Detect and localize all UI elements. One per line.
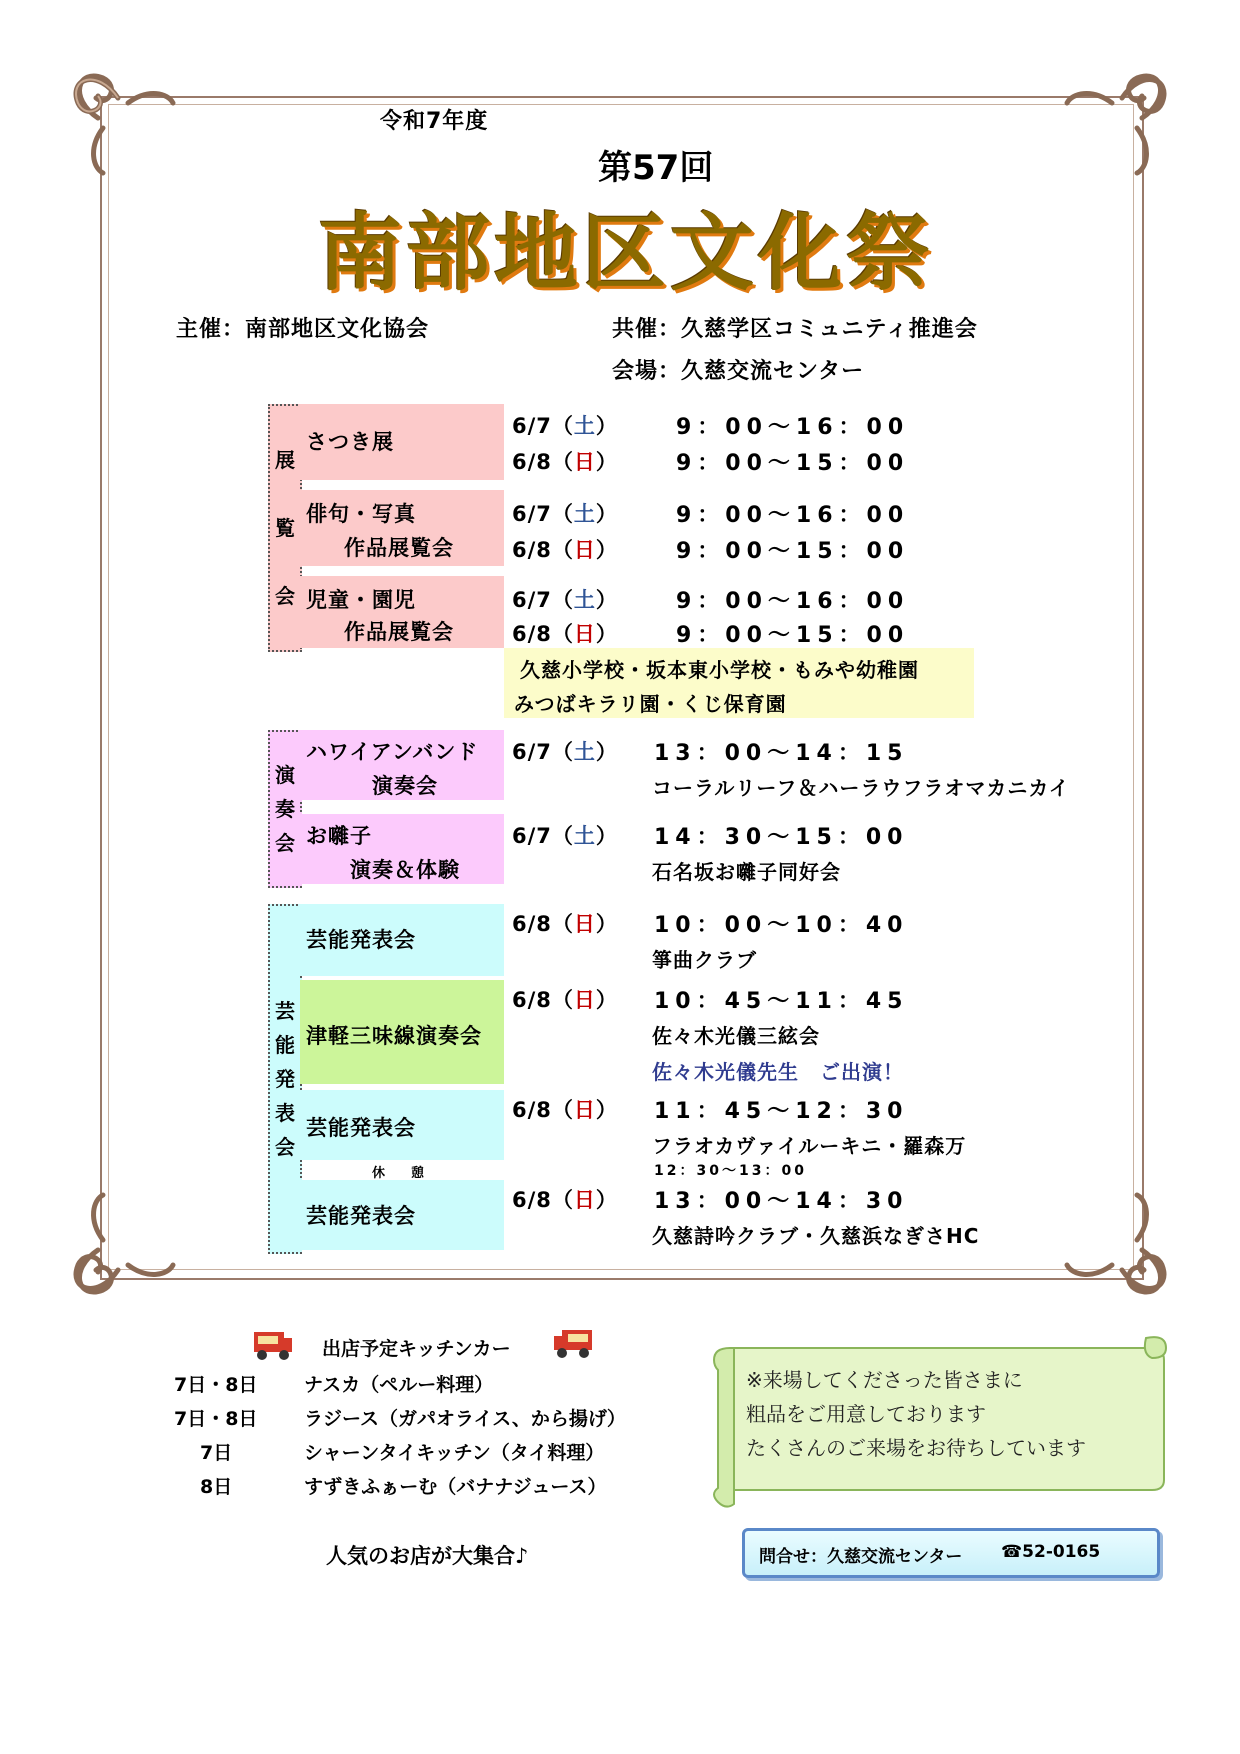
time-range: 9：00〜15：00 — [676, 539, 910, 564]
event-name: お囃子 — [306, 824, 372, 848]
category-char: 会 — [275, 1135, 295, 1159]
kitchen-shop: シャーンタイキッチン（タイ料理） — [304, 1442, 605, 1464]
date-line: 6/8（日） — [512, 1098, 618, 1122]
food-truck-icon — [552, 1326, 594, 1360]
kitchen-slogan: 人気のお店が大集合♪ — [326, 1544, 529, 1568]
corner-ornament-bottom-right — [1052, 1180, 1182, 1310]
special-note: 佐々木光儀先生 ご出演！ — [652, 1060, 904, 1084]
category-concert — [268, 730, 302, 888]
break-label: 休 憩 — [372, 1166, 425, 1181]
category-char: 芸 — [275, 999, 295, 1023]
category-char: 会 — [275, 584, 295, 608]
event-name: 作品展覧会 — [344, 620, 454, 644]
notice-line: 粗品をご用意しております — [746, 1402, 986, 1426]
date-line: 6/8（日） — [512, 622, 618, 646]
event-name: 津軽三味線演奏会 — [306, 1024, 482, 1048]
time-range: 13：00〜14：30 — [654, 1189, 909, 1214]
contact-label: 問合せ：久慈交流センター — [759, 1547, 963, 1567]
date-line: 6/7（土） — [512, 824, 618, 848]
schools-line: 久慈小学校・坂本東小学校・もみや幼稚園 — [520, 658, 919, 682]
time-range: 11：45〜12：30 — [654, 1099, 909, 1124]
kitchen-shop: すずきふぁーむ（バナナジュース） — [304, 1476, 607, 1498]
corner-ornament-top-right — [1052, 58, 1182, 188]
date-line: 6/8（日） — [512, 538, 618, 562]
event-name: 作品展覧会 — [344, 536, 454, 560]
time-range: 10：00〜10：40 — [654, 913, 909, 938]
event-name: 芸能発表会 — [306, 928, 416, 952]
category-char: 覧 — [275, 516, 295, 540]
time-range: 9：00〜15：00 — [676, 451, 910, 476]
notice-line: ※来場してくださった皆さまに — [746, 1368, 1023, 1392]
event-name: 演奏会 — [372, 774, 438, 798]
kitchen-shop: ナスカ（ペルー料理） — [304, 1374, 494, 1396]
time-range: 9：00〜15：00 — [676, 623, 910, 648]
corner-ornament-top-left — [58, 58, 188, 188]
performer: 石名坂お囃子同好会 — [652, 860, 841, 884]
event-name: 芸能発表会 — [306, 1116, 416, 1140]
organizer: 主催：南部地区文化協会 — [176, 317, 430, 342]
event-name: ハワイアンバンド — [306, 740, 479, 764]
category-char: 能 — [275, 1033, 295, 1057]
performer: フラオカヴァイルーキニ・羅森万 — [652, 1134, 967, 1158]
kitchen-days: 7日・8日 — [174, 1408, 258, 1430]
date-line: 6/7（土） — [512, 502, 618, 526]
event-name: 演奏＆体験 — [350, 858, 460, 882]
co-organizer: 共催：久慈学区コミュニティ推進会 — [612, 317, 978, 342]
category-performance — [268, 904, 302, 1254]
time-range: 13：00〜14：15 — [654, 741, 909, 766]
date-line: 6/8（日） — [512, 450, 618, 474]
break-time: 12：30〜13：00 — [654, 1163, 807, 1179]
date-line: 6/7（土） — [512, 588, 618, 612]
page-title: 南部地区文化祭 — [318, 204, 935, 302]
kitchen-days: 7日・8日 — [174, 1374, 258, 1396]
performer: コーラルリーフ＆ハーラウフラオマカニカイ — [652, 776, 1070, 800]
category-char: 演 — [275, 763, 295, 787]
contact-box — [742, 1528, 1160, 1578]
event-name: 芸能発表会 — [306, 1204, 416, 1228]
event-name: 俳句・写真 — [306, 502, 416, 526]
category-char: 会 — [275, 831, 295, 855]
schools-box — [504, 648, 974, 718]
date-line: 6/7（土） — [512, 414, 618, 438]
performer: 箏曲クラブ — [652, 948, 757, 972]
event-name: 児童・園児 — [306, 588, 416, 612]
category-char: 奏 — [275, 797, 295, 821]
date-line: 6/7（土） — [512, 740, 618, 764]
kitchen-days: 7日 — [200, 1442, 233, 1464]
edition-number: 第57回 — [598, 148, 714, 188]
time-range: 10：45〜11：45 — [654, 989, 909, 1014]
kitchen-title: 出店予定キッチンカー — [322, 1338, 511, 1360]
corner-ornament-bottom-left — [58, 1180, 188, 1310]
date-line: 6/8（日） — [512, 1188, 618, 1212]
time-range: 9：00〜16：00 — [676, 503, 910, 528]
notice-line: たくさんのご来場をお待ちしています — [746, 1436, 1086, 1460]
time-range: 14：30〜15：00 — [654, 825, 909, 850]
date-line: 6/8（日） — [512, 912, 618, 936]
schools-line: みつばキラリ園・くじ保育園 — [514, 692, 787, 716]
category-char: 表 — [275, 1101, 295, 1125]
time-range: 9：00〜16：00 — [676, 415, 910, 440]
time-range: 9：00〜16：00 — [676, 589, 910, 614]
venue: 会場：久慈交流センター — [612, 359, 865, 384]
food-truck-icon — [252, 1328, 294, 1362]
date-line: 6/8（日） — [512, 988, 618, 1012]
category-exhibition — [268, 404, 302, 652]
category-char: 発 — [275, 1067, 295, 1091]
performer: 久慈詩吟クラブ・久慈浜なぎさHC — [652, 1224, 980, 1248]
kitchen-shop: ラジース（ガパオライス、から揚げ） — [304, 1408, 626, 1430]
performer: 佐々木光儀三絃会 — [652, 1024, 820, 1048]
fiscal-year: 令和7年度 — [380, 109, 489, 134]
contact-phone: ☎52-0165 — [1001, 1542, 1101, 1562]
kitchen-days: 8日 — [200, 1476, 233, 1498]
event-name: さつき展 — [306, 430, 394, 454]
category-char: 展 — [275, 448, 295, 472]
